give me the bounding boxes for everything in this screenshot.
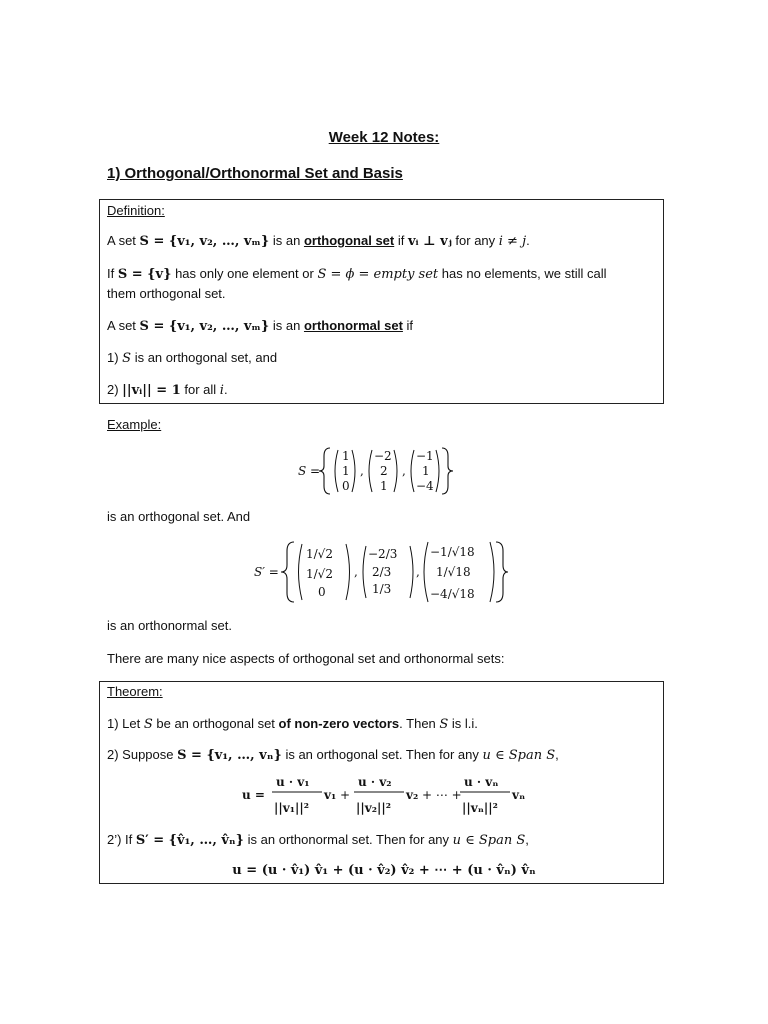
definition-line-1 xyxy=(107,233,530,250)
right-brace xyxy=(442,448,453,494)
math-set: S′ = {v̂₁, …, v̂ₙ} xyxy=(135,833,245,848)
term-orthogonal-set: orthogonal set xyxy=(303,233,395,248)
math-set: S = {v₁, v₂, …, vₘ} xyxy=(139,319,270,334)
paren-right xyxy=(346,544,350,600)
u1-entry-2: 1/√2 xyxy=(306,567,333,581)
math-i: i xyxy=(219,383,224,398)
example-text-3: There are many nice aspects of orthogonal set and orthonormal sets: xyxy=(107,651,505,666)
v1-entry-2: 1 xyxy=(342,464,350,478)
text: if xyxy=(394,233,408,248)
u1-entry-3: 0 xyxy=(318,585,326,599)
comma: , xyxy=(402,464,406,478)
u2-entry-1: −2/3 xyxy=(368,547,398,561)
v1-entry-3: 0 xyxy=(342,479,350,493)
term-orthonormal-set: orthonormal set xyxy=(303,318,403,333)
paren-right xyxy=(436,450,439,492)
term2-vector: v₂ xyxy=(406,788,419,802)
text: is an orthogonal set. Then for any xyxy=(281,747,483,762)
u3-entry-2: 1/√18 xyxy=(436,565,471,579)
text: is an xyxy=(269,233,304,248)
u1-entry-1: 1/√2 xyxy=(306,547,333,561)
text: 2’) If xyxy=(107,832,136,847)
v2-entry-2: 2 xyxy=(380,464,388,478)
definition-line-4 xyxy=(107,318,413,335)
text: . xyxy=(223,382,228,397)
math-norm: ||vᵢ|| = 1 xyxy=(122,383,181,398)
left-brace xyxy=(281,542,294,602)
math-set-single: S = {v} xyxy=(117,267,172,282)
v3-entry-2: 1 xyxy=(422,464,430,478)
text: 1) Let xyxy=(107,716,144,731)
paren-left xyxy=(363,546,366,598)
definition-condition-1 xyxy=(107,350,277,367)
paren-left xyxy=(299,544,303,600)
term3-vector: vₙ xyxy=(512,788,526,802)
formula-lhs: u = xyxy=(242,788,265,802)
set-S-prime-equation xyxy=(250,538,510,606)
text: , xyxy=(525,832,529,847)
text: is an orthonormal set. Then for any xyxy=(244,832,453,847)
text: is an xyxy=(269,318,304,333)
definition-label: Definition: xyxy=(107,203,165,218)
theorem-item-3 xyxy=(107,832,529,849)
paren-left xyxy=(424,542,428,602)
math-set: S = {v₁, v₂, …, vₘ} xyxy=(139,234,270,249)
term2-denominator: ||v₂||² xyxy=(356,801,391,815)
math-set: S = {v₁, …, vₙ} xyxy=(177,748,282,763)
text: A set xyxy=(107,233,140,248)
bold-nonzero: of non-zero vectors xyxy=(278,716,400,731)
comma: , xyxy=(360,464,364,478)
projection-formula xyxy=(240,772,530,820)
orthonormal-expansion-formula: u = (u · v̂₁) v̂₁ + (u · v̂₂) v̂₂ + ⋯ + (u · v̂ₙ) v̂ₙ xyxy=(232,863,536,878)
math-span: u ∈ Span S xyxy=(452,833,526,848)
text: be an orthogonal set xyxy=(152,716,279,731)
math-s: S xyxy=(439,717,449,732)
text: 2) Suppose xyxy=(107,747,178,762)
v2-entry-3: 1 xyxy=(380,479,388,493)
math-s: S xyxy=(122,351,132,366)
v1-entry-1: 1 xyxy=(342,449,350,463)
math-condition: vᵢ ⊥ vⱼ xyxy=(407,234,452,249)
term2-operator: + ⋯ + xyxy=(422,788,462,802)
math-ij: i ≠ j xyxy=(498,234,527,249)
paren-right xyxy=(410,546,413,598)
math-s: S xyxy=(143,717,153,732)
definition-line-2 xyxy=(107,266,607,283)
theorem-label: Theorem: xyxy=(107,684,163,699)
definition-condition-2 xyxy=(107,382,228,399)
text: for all xyxy=(180,382,220,397)
S-prime-label: S′ = xyxy=(254,565,279,579)
math-empty-set: S = ϕ = empty set xyxy=(317,267,439,282)
text: . xyxy=(526,233,530,248)
u3-entry-3: −4/√18 xyxy=(430,587,475,601)
u2-entry-3: 1/3 xyxy=(372,582,392,596)
text: is an orthogonal set, and xyxy=(131,350,278,365)
text: 1) xyxy=(107,350,123,365)
term1-denominator: ||v₁||² xyxy=(274,801,309,815)
comma: , xyxy=(354,565,358,579)
set-S-equation xyxy=(290,444,470,498)
math-span: u ∈ Span S xyxy=(482,748,556,763)
paren-left xyxy=(411,450,414,492)
text: If xyxy=(107,266,118,281)
term1-numerator: u · v₁ xyxy=(276,775,310,789)
example-label: Example: xyxy=(107,417,162,432)
v2-entry-1: −2 xyxy=(374,449,392,463)
paren-left xyxy=(369,450,372,492)
u3-entry-1: −1/√18 xyxy=(430,545,475,559)
v3-entry-3: −4 xyxy=(416,479,434,493)
theorem-item-2 xyxy=(107,747,559,764)
page-title: Week 12 Notes: xyxy=(328,129,440,146)
term3-numerator: u · vₙ xyxy=(464,775,499,789)
paren-left xyxy=(335,450,338,492)
definition-line-3: them orthogonal set. xyxy=(107,286,226,301)
paren-right xyxy=(490,542,494,602)
example-text-2: is an orthonormal set. xyxy=(107,618,233,633)
text: is l.i. xyxy=(448,716,478,731)
text: 2) xyxy=(107,382,123,397)
term1-operator: + xyxy=(340,788,351,802)
left-brace xyxy=(319,448,330,494)
example-text-1: is an orthogonal set. And xyxy=(107,509,251,524)
text: , xyxy=(555,747,559,762)
text: A set xyxy=(107,318,140,333)
u2-entry-2: 2/3 xyxy=(372,565,392,579)
text: has no elements, we still call xyxy=(438,266,607,281)
term2-numerator: u · v₂ xyxy=(358,775,392,789)
term1-vector: v₁ xyxy=(324,788,337,802)
paren-right xyxy=(394,450,397,492)
text: has only one element or xyxy=(171,266,318,281)
term3-denominator: ||vₙ||² xyxy=(462,801,498,815)
comma: , xyxy=(416,565,420,579)
section-heading: 1) Orthogonal/Orthonormal Set and Basis xyxy=(107,165,403,182)
right-brace xyxy=(496,542,508,602)
paren-right xyxy=(352,450,355,492)
text: if xyxy=(402,318,414,333)
text: . Then xyxy=(399,716,440,731)
v3-entry-1: −1 xyxy=(416,449,434,463)
S-label: S = xyxy=(298,464,321,478)
text: for any xyxy=(451,233,499,248)
theorem-item-1 xyxy=(107,716,478,733)
